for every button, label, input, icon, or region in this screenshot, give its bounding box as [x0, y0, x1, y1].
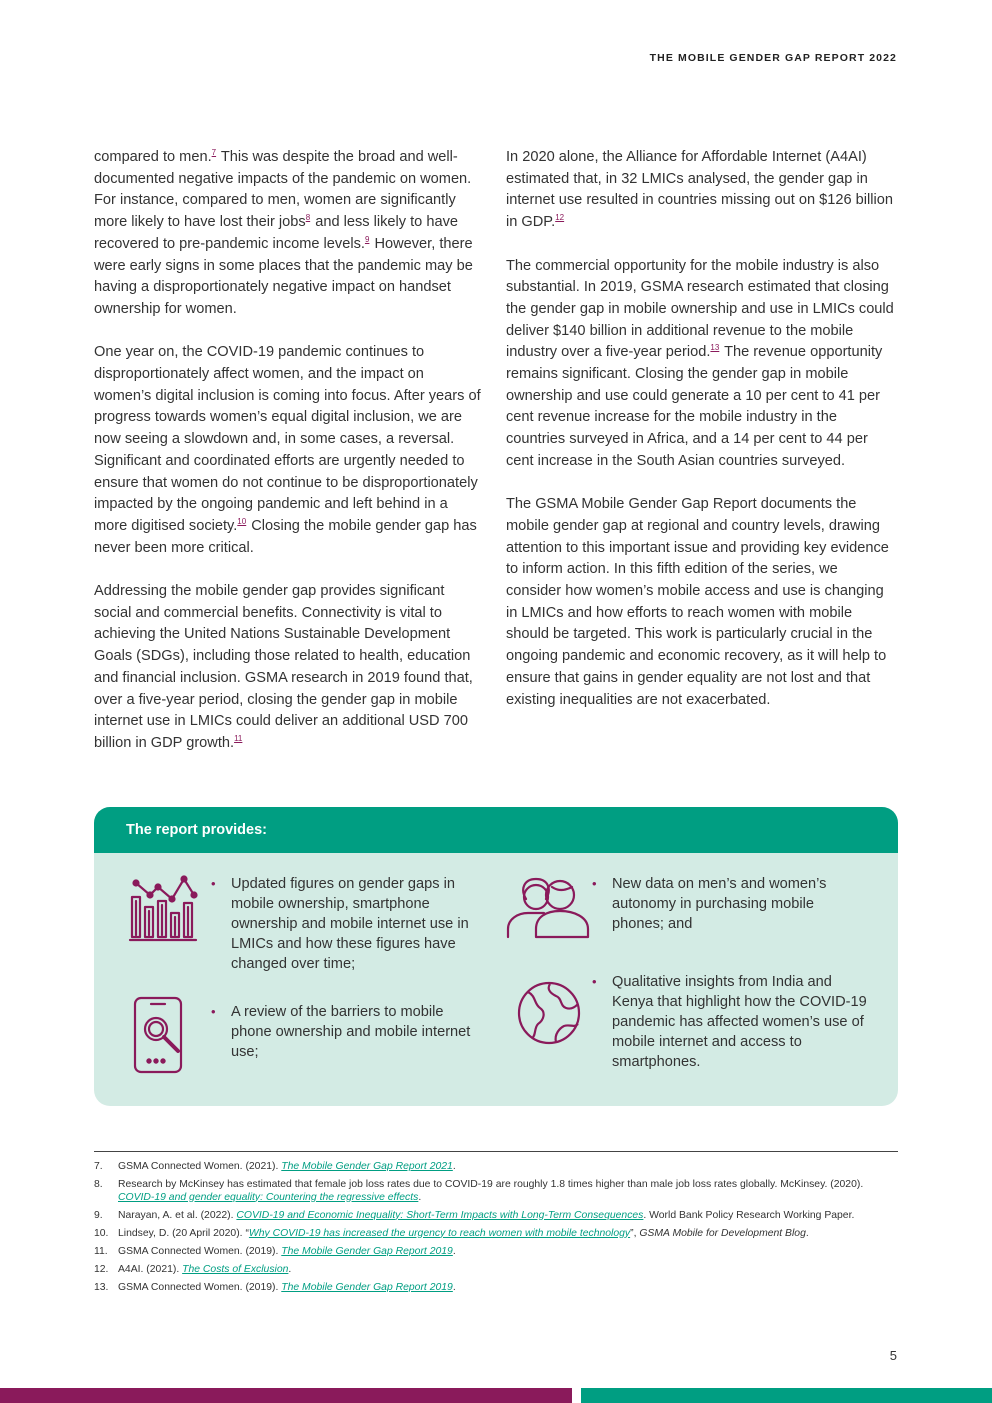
footnote-ref[interactable]: 7	[211, 148, 217, 157]
bullet-marker: •	[592, 876, 597, 891]
footnote-text: GSMA Connected Women. (2021). The Mobile Gender Gap Report 2021.	[118, 1161, 456, 1172]
footnote-item	[94, 1228, 898, 1241]
phone-search-icon	[132, 995, 188, 1075]
list-item: • A review of the barriers to mobile phone ownership and mobile internet use;	[211, 1004, 471, 1060]
footnote-item	[94, 1210, 898, 1223]
footnote-text: Research by McKinsey has estimated that female job loss rates due to COVID-19 are roughly 1.8 times higher than male job loss rates globally. McKinsey. (2020). COVID-19 and gender equality: Countering the regressive effects.	[118, 1179, 864, 1203]
footnote-ref[interactable]: 12	[555, 213, 565, 223]
footnote-ref[interactable]: 8	[305, 213, 311, 223]
footnote-link[interactable]: The Mobile Gender Gap Report 2019	[281, 1245, 453, 1257]
box-title: The report provides:	[94, 807, 898, 853]
footnote-ref[interactable]: 9	[364, 234, 370, 244]
footnote-text: Lindsey, D. (20 April 2020). “Why COVID-19 has increased the urgency to reach women with mobile technology”, GSMA Mobile for Development Blog.	[118, 1227, 809, 1239]
footnote-item	[94, 1179, 898, 1204]
left-column	[94, 147, 484, 776]
footnote-item	[94, 1161, 898, 1174]
report-provides-box	[94, 807, 898, 1106]
bullet-marker: •	[211, 876, 216, 891]
footnote-text: GSMA Connected Women. (2019). The Mobile Gender Gap Report 2019.	[118, 1245, 456, 1257]
list-item: • Updated figures on gender gaps in mobile ownership, smartphone ownership and mobile internet use in LMICs and how these figures have changed over time;	[211, 876, 469, 972]
paragraph: Addressing the mobile gender gap provides significant social and commercial benefits. Connectivity is vital to achieving the United Nations Sustainable Development Goals (SDGs), including those related to health, education and financial inclusion. GSMA research in 2019 found that, over a five-year period, closing the gender gap in mobile internet use in LMICs could deliver an additional USD 700 billion in GDP growth.$^{11}$	[94, 583, 473, 751]
footnote-link[interactable]: The Mobile Gender Gap Report 2021	[281, 1161, 453, 1172]
footnote-item	[94, 1282, 898, 1295]
footnotes	[94, 1151, 898, 1300]
footnote-number: 11.	[94, 1245, 108, 1257]
footer-bar-teal	[581, 1388, 992, 1403]
footnote-number: 8.	[94, 1179, 103, 1190]
footnote-item	[94, 1264, 898, 1277]
bullet-marker: •	[211, 1004, 216, 1019]
bar-chart-icon	[128, 875, 198, 943]
footnote-link[interactable]: The Mobile Gender Gap Report 2019	[281, 1281, 453, 1293]
right-column	[506, 147, 896, 733]
paragraph: The commercial opportunity for the mobile industry is also substantial. In 2019, GSMA research estimated that closing the gender gap in mobile ownership and use in LMICs could deliver $140 billion in additional revenue to the mobile industry over a five-year period.$^{13}$ The revenue opportunity remains significant. Closing the gender gap in mobile ownership and use could generate a 10 per cent to 41 per cent revenue increase for the mobile industry in the countries surveyed in Africa, and a 14 per cent to 44 per cent increase in the South Asian countries surveyed.	[506, 257, 894, 469]
footnote-number: 13.	[94, 1281, 109, 1293]
footnote-text: GSMA Connected Women. (2019). The Mobile Gender Gap Report 2019.	[118, 1281, 456, 1293]
footer-bar-magenta	[0, 1388, 572, 1403]
footnote-text: Narayan, A. et al. (2022). COVID-19 and Economic Inequality: Short-Term Impacts with Long-Term Consequences. World Bank Policy Research Working Paper.	[118, 1209, 855, 1221]
footnote-ref[interactable]: 10	[237, 516, 247, 526]
footnote-item	[94, 1246, 898, 1259]
footnote-number: 9.	[94, 1209, 103, 1221]
people-icon	[506, 875, 592, 941]
bullet-marker: •	[592, 974, 597, 989]
footnote-link[interactable]: COVID-19 and gender equality: Countering the regressive effects	[118, 1191, 419, 1203]
paragraph: In 2020 alone, the Alliance for Affordable Internet (A4AI) estimated that, in 32 LMICs analysed, the gender gap in internet use resulted in countries missing out on $126 billion in GDP.$^{12}$	[506, 149, 893, 231]
footnote-number: 12.	[94, 1263, 109, 1275]
list-item: • New data on men’s and women’s autonomy in purchasing mobile phones; and	[592, 876, 827, 932]
globe-icon	[516, 980, 582, 1046]
list-item: • Qualitative insights from India and Kenya that highlight how the COVID-19 pandemic has affected women’s use of mobile internet and access to smartphones.	[592, 974, 867, 1070]
paragraph: The GSMA Mobile Gender Gap Report documents the mobile gender gap at regional and country levels, drawing attention to this important issue and providing key evidence to inform action. In this fifth edition of the series, we consider how women’s mobile access and use is changing in LMICs and how efforts to reach women with mobile should be targeted. This work is particularly crucial in the ongoing pandemic and economic recovery, as it will help to ensure that gains in gender equality are not lost and that existing inequalities are not exacerbated.	[506, 496, 889, 708]
footnote-ref[interactable]: 13	[710, 343, 720, 353]
page-number: 5	[889, 1348, 897, 1363]
footnote-number: 7.	[94, 1161, 103, 1172]
paragraph: One year on, the COVID-19 pandemic continues to disproportionately affect women, and the impact on women’s digital inclusion is coming into focus. After years of progress towards women’s equal digital inclusion, we are now seeing a slowdown and, in some cases, a reversal. Significant and coordinated efforts are urgently needed to ensure that women do not continue to be disproportionately impacted by the ongoing pandemic and left behind in a more digitised society.$^{10}$ Closing the mobile gender gap has never been more critical.	[94, 344, 481, 556]
footnote-link[interactable]: COVID-19 and Economic Inequality: Short-Term Impacts with Long-Term Consequences	[236, 1209, 644, 1221]
footnote-ref[interactable]: 11	[234, 733, 243, 743]
footnote-text: A4AI. (2021). The Costs of Exclusion.	[118, 1263, 292, 1275]
report-title: THE MOBILE GENDER GAP REPORT 2022	[649, 52, 897, 64]
paragraph: compared to men.$^7$ This was despite the broad and well-documented negative impacts of the pandemic on women. For instance, compared to men, women are significantly more likely to have lost their jobs$^8$ and less likely to have recovered to pre-pandemic income levels.$^9$ However, there were early signs in some places that the pandemic may be having a disproportionately negative impact on handset ownership for women.	[94, 148, 473, 317]
footnote-link[interactable]: The Costs of Exclusion	[182, 1263, 289, 1275]
footnote-link[interactable]: Why COVID-19 has increased the urgency to reach women with mobile technology	[248, 1227, 631, 1239]
footnote-number: 10.	[94, 1227, 109, 1239]
